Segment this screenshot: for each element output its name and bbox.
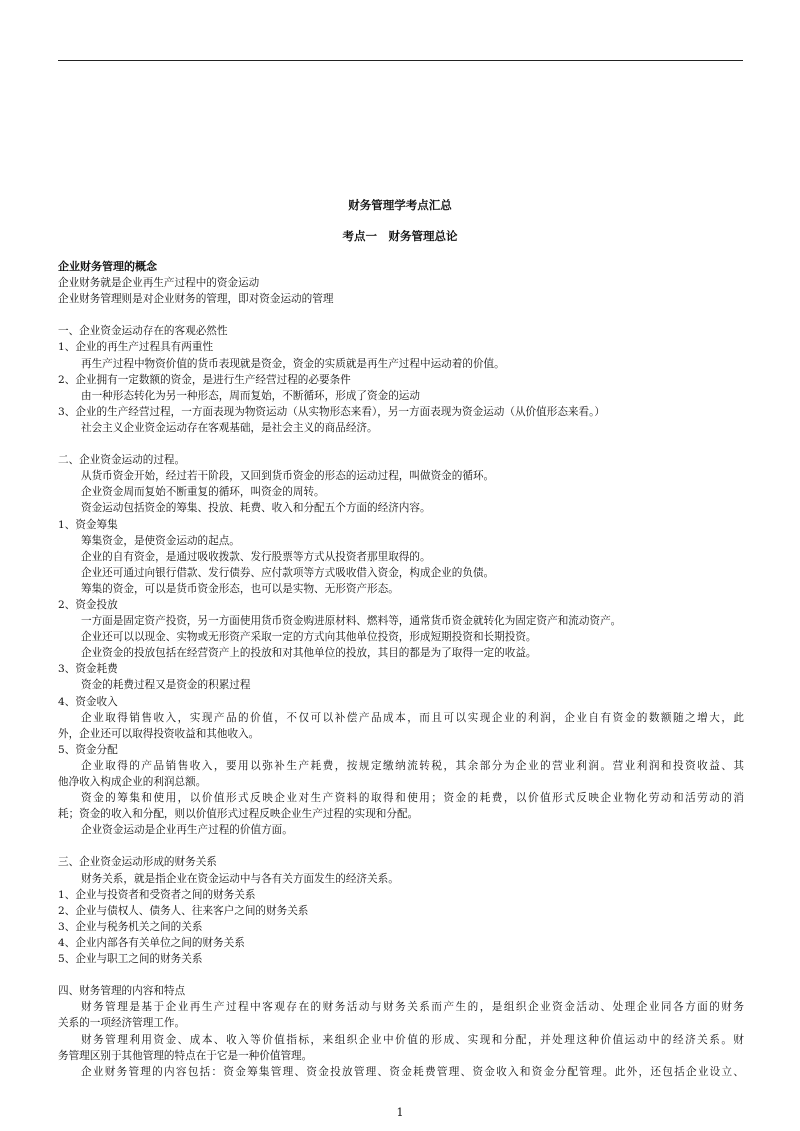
document-body bbox=[58, 259, 744, 1080]
text-line: 从货币资金开始，经过若干阶段，又回到货币资金的形态的运动过程，叫做资金的循环。 bbox=[81, 470, 495, 483]
text-line: 企业的自有资金，是通过吸收拨款、发行股票等方式从投资者那里取得的。 bbox=[81, 550, 431, 563]
text-line: 由一种形态转化为另一种形态，周而复始，不断循环，形成了资金的运动 bbox=[81, 389, 420, 402]
text-line: 一方面是固定资产投资，另一方面使用货币资金购进原材料、燃料等，通常货币资金就转化为固定资产和流动资产。 bbox=[81, 615, 622, 628]
page-number: 1 bbox=[396, 1106, 404, 1119]
text-line: 企业取得销售收入，实现产品的价值，不仅可以补偿产品成本，而且可以实现企业的利润，企业自有资金的数额随之增大，此 bbox=[81, 711, 744, 724]
text-line: 3、企业与税务机关之间的关系 bbox=[58, 920, 203, 933]
blank-line bbox=[58, 838, 744, 854]
text-line: 一、企业资金运动存在的客观必然性 bbox=[58, 325, 228, 338]
text-line: 四、财务管理的内容和特点 bbox=[58, 985, 186, 998]
text-line: 财务管理是基于企业再生产过程中客观存在的财务活动与财务关系而产生的，是组织企业资金活动、处理企业同各方面的财务 bbox=[81, 1001, 744, 1014]
text-line: 资金的耗费过程又是资金的积累过程 bbox=[81, 679, 251, 692]
text-line: 企业财务管理的内容包括：资金筹集管理、资金投放管理、资金耗费管理、资金收入和资金分配管理。此外，还包括企业设立、 bbox=[81, 1065, 744, 1078]
header-rule bbox=[58, 60, 743, 61]
text-line: 企业取得的产品销售收入，要用以弥补生产耗费，按规定缴纳流转税，其余部分为企业的营业利润。营业利润和投资收益、其 bbox=[81, 759, 744, 772]
section-heading: 企业财务管理的概念 bbox=[58, 260, 157, 273]
text-line: 2、企业与债权人、债务人、往来客户之间的财务关系 bbox=[58, 904, 309, 917]
text-line: 5、企业与职工之间的财务关系 bbox=[58, 953, 203, 966]
text-line: 1、企业的再生产过程具有两重性 bbox=[58, 341, 214, 354]
text-line: 3、企业的生产经营过程，一方面表现为物资运动（从实物形态来看），另一方面表现为资金运动（从价值形态来看。） bbox=[58, 405, 606, 418]
text-line: 资金的筹集和使用，以价值形式反映企业对生产资料的取得和使用；资金的耗费，以价值形式反映企业物化劳动和活劳动的消 bbox=[81, 792, 744, 805]
text-line: 1、企业与投资者和受资者之间的财务关系 bbox=[58, 888, 256, 901]
text-line: 4、企业内部各有关单位之间的财务关系 bbox=[58, 936, 245, 949]
text-line: 二、企业资金运动的过程。 bbox=[58, 454, 186, 467]
text-line: 4、资金收入 bbox=[58, 695, 118, 708]
text-line: 财务管理利用资金、成本、收入等价值指标，来组织企业中价值的形成、实现和分配，并处理这种价值运动中的经济关系。财 bbox=[81, 1033, 744, 1046]
blank-line bbox=[58, 307, 744, 323]
text-line: 2、企业拥有一定数额的资金，是进行生产经营过程的必要条件 bbox=[58, 373, 351, 386]
text-line: 3、资金耗费 bbox=[58, 663, 118, 676]
text-line: 企业还可通过向银行借款、发行债券、应付款项等方式吸收借入资金，构成企业的负债。 bbox=[81, 566, 495, 579]
text-line: 关系的一项经济管理工作。 bbox=[58, 1017, 186, 1030]
text-line: 筹集的资金，可以是货币资金形态，也可以是实物、无形资产形态。 bbox=[81, 582, 399, 595]
text-line: 外，企业还可以取得投资收益和其他收入。 bbox=[58, 727, 260, 740]
text-line: 再生产过程中物资价值的货币表现就是资金，资金的实质就是再生产过程中运动着的价值。 bbox=[81, 357, 505, 370]
text-line: 耗；资金的收入和分配，则以价值形式过程反映企业生产过程的实现和分配。 bbox=[58, 808, 419, 821]
text-line: 企业财务就是企业再生产过程中的资金运动 bbox=[58, 277, 260, 290]
text-line: 务管理区别于其他管理的特点在于它是一种价值管理。 bbox=[58, 1049, 313, 1062]
text-line: 企业资金周而复始不断重复的循环，叫资金的周转。 bbox=[81, 486, 325, 499]
text-line: 5、资金分配 bbox=[58, 743, 118, 756]
text-line: 资金运动包括资金的筹集、投放、耗费、收入和分配五个方面的经济内容。 bbox=[81, 502, 431, 515]
text-line: 企业还可以以现金、实物或无形资产采取一定的方式向其他单位投资，形成短期投资和长期投资。 bbox=[81, 631, 537, 644]
blank-line bbox=[58, 967, 744, 983]
text-line: 社会主义企业资金运动存在客观基础，是社会主义的商品经济。 bbox=[81, 421, 378, 434]
section-title: 考点一 财务管理总论 bbox=[342, 229, 458, 243]
text-line: 1、资金筹集 bbox=[58, 518, 118, 531]
text-line: 三、企业资金运动形成的财务关系 bbox=[58, 856, 217, 869]
text-line: 企业资金的投放包括在经营资产上的投放和对其他单位的投放，其目的都是为了取得一定的收益。 bbox=[81, 647, 537, 660]
document-title: 财务管理学考点汇总 bbox=[348, 198, 452, 212]
text-line: 企业财务管理则是对企业财务的管理，即对资金运动的管理 bbox=[58, 293, 334, 306]
blank-line bbox=[58, 436, 744, 452]
text-line: 企业资金运动是企业再生产过程的价值方面。 bbox=[81, 824, 293, 837]
text-line: 他净收入构成企业的利润总额。 bbox=[58, 776, 207, 788]
text-line: 财务关系，就是指企业在资金运动中与各有关方面发生的经济关系。 bbox=[81, 872, 399, 885]
text-line: 2、资金投放 bbox=[58, 598, 118, 611]
text-line: 筹集资金，是使资金运动的起点。 bbox=[81, 534, 240, 547]
